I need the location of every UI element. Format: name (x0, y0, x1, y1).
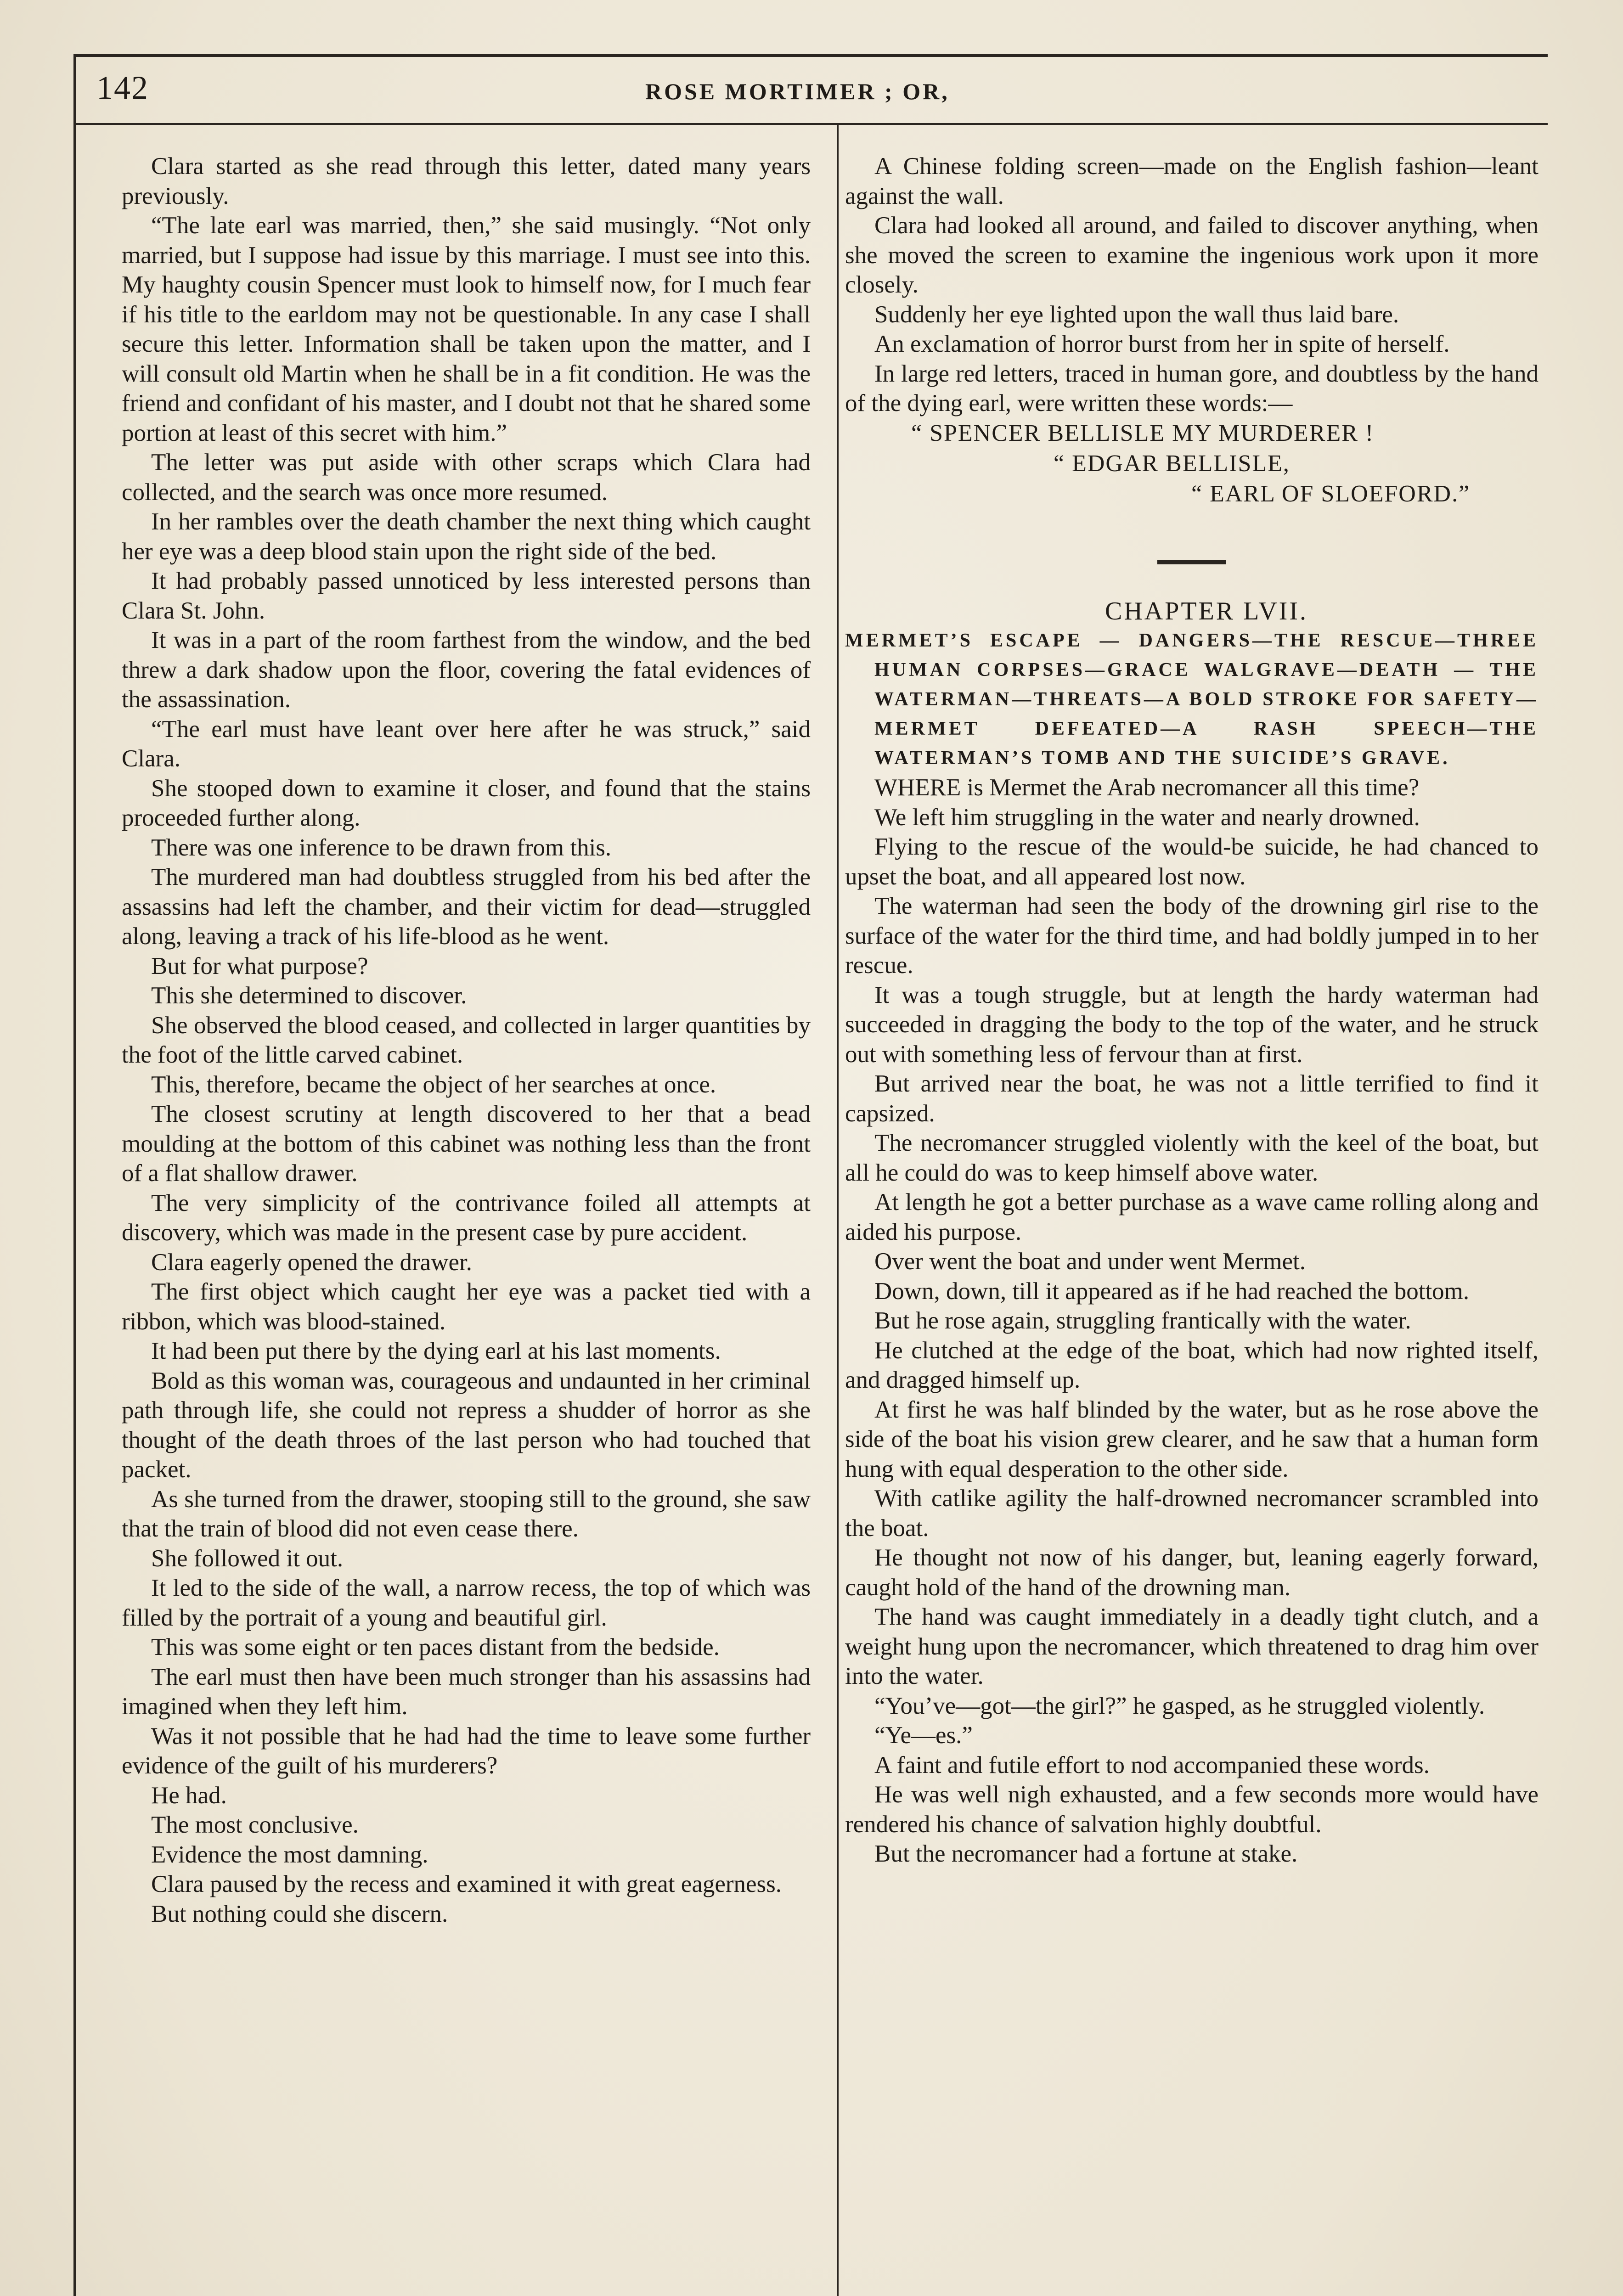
paragraph: She stooped down to examine it closer, and found that the stains proceeded further along. (122, 775, 811, 831)
quote-line: “ EDGAR BELLISLE, (1054, 450, 1290, 477)
page-number: 142 (96, 69, 149, 106)
quote-line: “ EARL OF SLOEFORD.” (1191, 480, 1471, 507)
paragraph: An exclamation of horror burst from her in spite of herself. (874, 331, 1450, 357)
paragraph: This she determined to discover. (151, 982, 467, 1009)
paragraph: The most conclusive. (151, 1812, 359, 1838)
paragraph: Clara started as she read through this letter, dated many years previously. (122, 153, 811, 209)
paragraph: It was in a part of the room farthest from the window, and the bed threw a dark shadow upon the floor, covering the fatal evidences of the assassination. (122, 627, 811, 713)
column-divider (837, 125, 839, 2296)
paragraph: Suddenly her eye lighted upon the wall thus laid bare. (874, 301, 1399, 328)
paragraph: “The late earl was married, then,” she said musingly. “Not only married, but I suppose had issue by this marriage. I must see into this. My haughty cousin Spencer must look to himself now, for I much fear if his title to the earldom may not be questionable. In any case I shall secure this letter. Information shall be taken upon the matter, and I will consult old Martin when he shall be in a fit condition. He was the friend and confidant of his master, and I doubt not that he shared some portion at least of this secret with him.” (122, 212, 811, 446)
paragraph: But for what purpose? (151, 952, 368, 979)
paragraph: The letter was put aside with other scraps which Clara had collected, and the search was once more resumed. (122, 449, 811, 506)
paragraph: In her rambles over the death chamber the next thing which caught her eye was a deep blood stain upon the right side of the bed. (122, 508, 811, 565)
page-header (96, 69, 1520, 115)
paragraph: But the necromancer had a fortune at stake. (874, 1840, 1298, 1867)
paragraph: “The earl must have leant over here after he was struck,” said Clara. (122, 715, 811, 772)
paragraph: Was it not possible that he had had the time to leave some further evidence of the guilt of his murderers? (122, 1722, 811, 1779)
paragraph: As she turned from the drawer, stooping still to the ground, she saw that the train of blood did not even cease there. (122, 1486, 811, 1542)
paragraph: A Chinese folding screen—made on the English fashion—leant against the wall. (845, 153, 1538, 209)
paragraph: It had probably passed unnoticed by less interested persons than Clara St. John. (122, 568, 811, 624)
paragraph: This, therefore, became the object of her searches at once. (151, 1071, 716, 1098)
paragraph: He had. (151, 1782, 227, 1809)
left-column (122, 152, 811, 1929)
paragraph: The first object which caught her eye was a packet tied with a ribbon, which was blood-stained. (122, 1278, 811, 1335)
paragraph: Over went the boat and under went Mermet. (874, 1248, 1306, 1275)
paragraph: Clara paused by the recess and examined it with great eagerness. (151, 1871, 782, 1897)
paragraph: The very simplicity of the contrivance foiled all attempts at discovery, which was made in the present case by pure accident. (122, 1189, 811, 1246)
paragraph: At length he got a better purchase as a wave came rolling along and aided his purpose. (845, 1189, 1538, 1245)
paragraph: He thought not now of his danger, but, leaning eagerly forward, caught hold of the hand of the drowning man. (845, 1544, 1538, 1601)
paragraph: She observed the blood ceased, and collected in larger quantities by the foot of the little carved cabinet. (122, 1012, 811, 1068)
running-head: ROSE MORTIMER ; OR, (645, 79, 950, 104)
paragraph: Clara had looked all around, and failed to discover anything, when she moved the screen to examine the ingenious work upon it more closely. (845, 212, 1538, 298)
paragraph: He was well nigh exhausted, and a few seconds more would have rendered his chance of salvation highly doubtful. (845, 1781, 1538, 1838)
chapter-synopsis: MERMET’S ESCAPE — DANGERS—THE RESCUE—THREE HUMAN CORPSES—GRACE WALGRAVE—DEATH — THE WATERMAN—THREATS—A BOLD STROKE FOR SAFETY—MERMET DEFEATED—A RASH SPEECH—THE WATERMAN’S TOMB AND THE SUICIDE’S GRAVE. (845, 630, 1538, 769)
paragraph: The closest scrutiny at length discovered to her that a bead moulding at the bottom of this cabinet was nothing less than the front of a flat shallow drawer. (122, 1101, 811, 1187)
paragraph: She followed it out. (151, 1545, 344, 1572)
paragraph: A faint and futile effort to nod accompanied these words. (874, 1751, 1430, 1778)
right-column-body (845, 773, 1538, 1869)
paragraph: With catlike agility the half-drowned necromancer scrambled into the boat. (845, 1485, 1538, 1542)
paragraph: The murdered man had doubtless struggled from his bed after the assassins had left the chamber, and their victim for dead—struggled along, leaving a track of his life-blood as he went. (122, 864, 811, 950)
paragraph: At first he was half blinded by the water, but as he rose above the side of the boat his vision grew clearer, and he saw that a human form hung with equal desperation to the other side. (845, 1396, 1538, 1482)
blood-message (845, 418, 1538, 509)
paragraph: He clutched at the edge of the boat, which had now righted itself, and dragged himself up. (845, 1337, 1538, 1393)
chapter-title: CHAPTER LVII. (1105, 597, 1308, 625)
paragraph: “Ye—es.” (874, 1722, 973, 1749)
paragraph: Bold as this woman was, courageous and undaunted in her criminal path through life, she could not repress a shudder of horror as she thought of the death throes of the last person who had touched that packet. (122, 1367, 811, 1483)
paragraph: The necromancer struggled violently with the keel of the boat, but all he could do was to keep himself above water. (845, 1130, 1538, 1186)
paragraph: “You’ve—got—the girl?” he gasped, as he struggled violently. (874, 1692, 1485, 1719)
chapter-rule (1157, 560, 1226, 564)
quote-line: “ SPENCER BELLISLE MY MURDERER ! (911, 420, 1375, 446)
paragraph: Clara eagerly opened the drawer. (151, 1249, 472, 1276)
paragraph: But he rose again, struggling frantically with the water. (874, 1307, 1411, 1334)
paragraph: It was a tough struggle, but at length the hardy waterman had succeeded in dragging the body to the top of the water, and he struck out with something less of fervour than at first. (845, 981, 1538, 1068)
paragraph: But nothing could she discern. (151, 1900, 448, 1927)
paragraph: This was some eight or ten paces distant from the bedside. (151, 1634, 720, 1660)
paragraph: There was one inference to be drawn from this. (151, 834, 612, 861)
paragraph: Evidence the most damning. (151, 1841, 428, 1868)
paragraph: The earl must then have been much stronger than his assassins had imagined when they left him. (122, 1663, 811, 1720)
left-border-rule (73, 54, 76, 2296)
paragraph: In large red letters, traced in human gore, and doubtless by the hand of the dying earl, were written these words:— (845, 360, 1538, 416)
paragraph: But arrived near the boat, he was not a little terrified to find it capsized. (845, 1070, 1538, 1127)
paragraph: The waterman had seen the body of the drowning girl rise to the surface of the water for the third time, and had boldly jumped in to her rescue. (845, 893, 1538, 979)
paragraph: Down, down, till it appeared as if he had reached the bottom. (874, 1277, 1470, 1305)
paragraph: It had been put there by the dying earl at his last moments. (151, 1338, 721, 1364)
right-column-intro (845, 152, 1538, 418)
top-border-rule (73, 54, 1548, 57)
right-column (845, 152, 1538, 1869)
paragraph: We left him struggling in the water and nearly drowned. (874, 804, 1420, 831)
paragraph: Flying to the rescue of the would-be suicide, he had chanced to upset the boat, and all appeared lost now. (845, 833, 1538, 890)
header-rule (73, 123, 1548, 125)
paragraph: It led to the side of the wall, a narrow recess, the top of which was filled by the portrait of a young and beautiful girl. (122, 1575, 811, 1631)
paragraph: The hand was caught immediately in a deadly tight clutch, and a weight hung upon the necromancer, which threatened to drag him over into the water. (845, 1604, 1538, 1689)
paragraph: WHERE is Mermet the Arab necromancer all this time? (874, 774, 1420, 801)
